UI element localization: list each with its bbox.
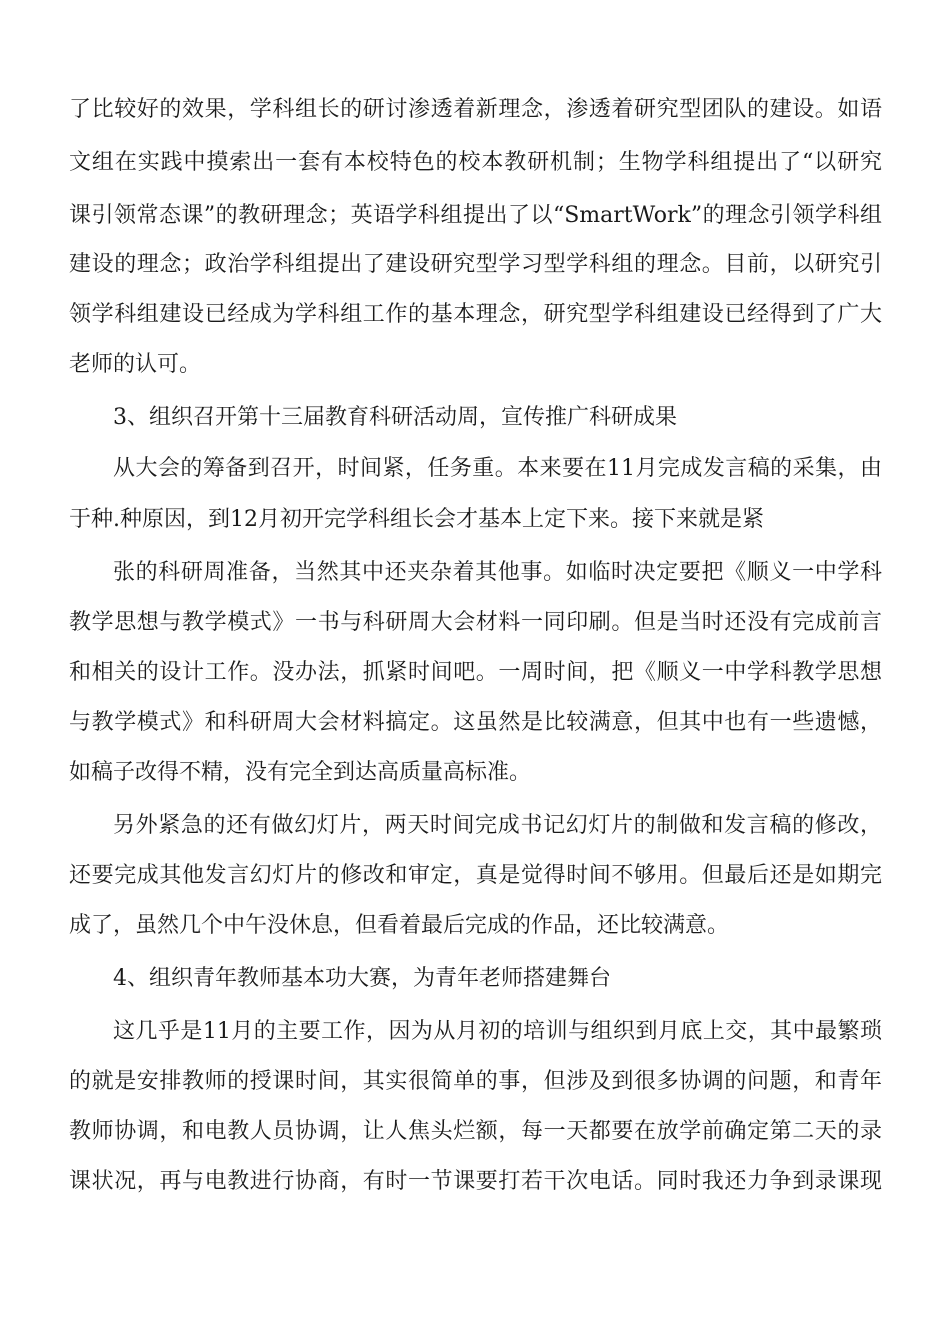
- text-line: 教师协调，和电教人员协调，让人焦头烂额，每一天都要在放学前确定第二天的录: [69, 1119, 882, 1144]
- text-line: 文组在实践中摸索出一套有本校特色的校本教研机制；生物学科组提出了“以研究: [69, 150, 882, 175]
- text-line: 于种.种原因，到12月初开完学科组长会才基本上定下来。接下来就是紧: [69, 507, 764, 532]
- text-line: 领学科组建设已经成为学科组工作的基本理念，研究型学科组建设已经得到了广大: [69, 302, 882, 327]
- text-line: 了比较好的效果，学科组长的研讨渗透着新理念，渗透着研究型团队的建设。如语: [69, 97, 882, 122]
- text-line: 课状况，再与电教进行协商，有时一节课要打若干次电话。同时我还力争到录课现: [69, 1169, 882, 1194]
- text-line: 这几乎是11月的主要工作，因为从月初的培训与组织到月底上交，其中最繁琐: [113, 1019, 882, 1044]
- text-line: 还要完成其他发言幻灯片的修改和审定，真是觉得时间不够用。但最后还是如期完: [69, 863, 882, 888]
- section-heading: 4、组织青年教师基本功大赛，为青年老师搭建舞台: [113, 966, 611, 991]
- text-line: 的就是安排教师的授课时间，其实很简单的事，但涉及到很多协调的问题，和青年: [69, 1069, 882, 1094]
- text-line: 老师的认可。: [69, 352, 202, 377]
- section-heading: 3、组织召开第十三届教育科研活动周，宣传推广科研成果: [113, 405, 677, 430]
- text-line: 和相关的设计工作。没办法，抓紧时间吧。一周时间，把《顺义一中学科教学思想: [69, 660, 882, 685]
- text-line: 另外紧急的还有做幻灯片，两天时间完成书记幻灯片的制做和发言稿的修改，: [113, 813, 882, 838]
- text-line: 课引领常态课”的教研理念；英语学科组提出了以“SmartWork”的理念引领学科组: [69, 203, 882, 228]
- text-line: 与教学模式》和科研周大会材料搞定。这虽然是比较满意，但其中也有一些遗憾，: [69, 710, 882, 735]
- text-line: 如稿子改得不精，没有完全到达高质量高标准。: [69, 760, 532, 785]
- text-line: 教学思想与教学模式》一书与科研周大会材料一同印刷。但是当时还没有完成前言: [69, 610, 882, 635]
- text-line: 建设的理念；政治学科组提出了建设研究型学习型学科组的理念。目前，以研究引: [69, 252, 882, 277]
- text-line: 从大会的筹备到召开，时间紧，任务重。本来要在11月完成发言稿的采集，由: [113, 456, 882, 481]
- text-line: 成了，虽然几个中午没休息，但看着最后完成的作品，还比较满意。: [69, 913, 730, 938]
- text-line: 张的科研周准备，当然其中还夹杂着其他事。如临时决定要把《顺义一中学科: [113, 560, 882, 585]
